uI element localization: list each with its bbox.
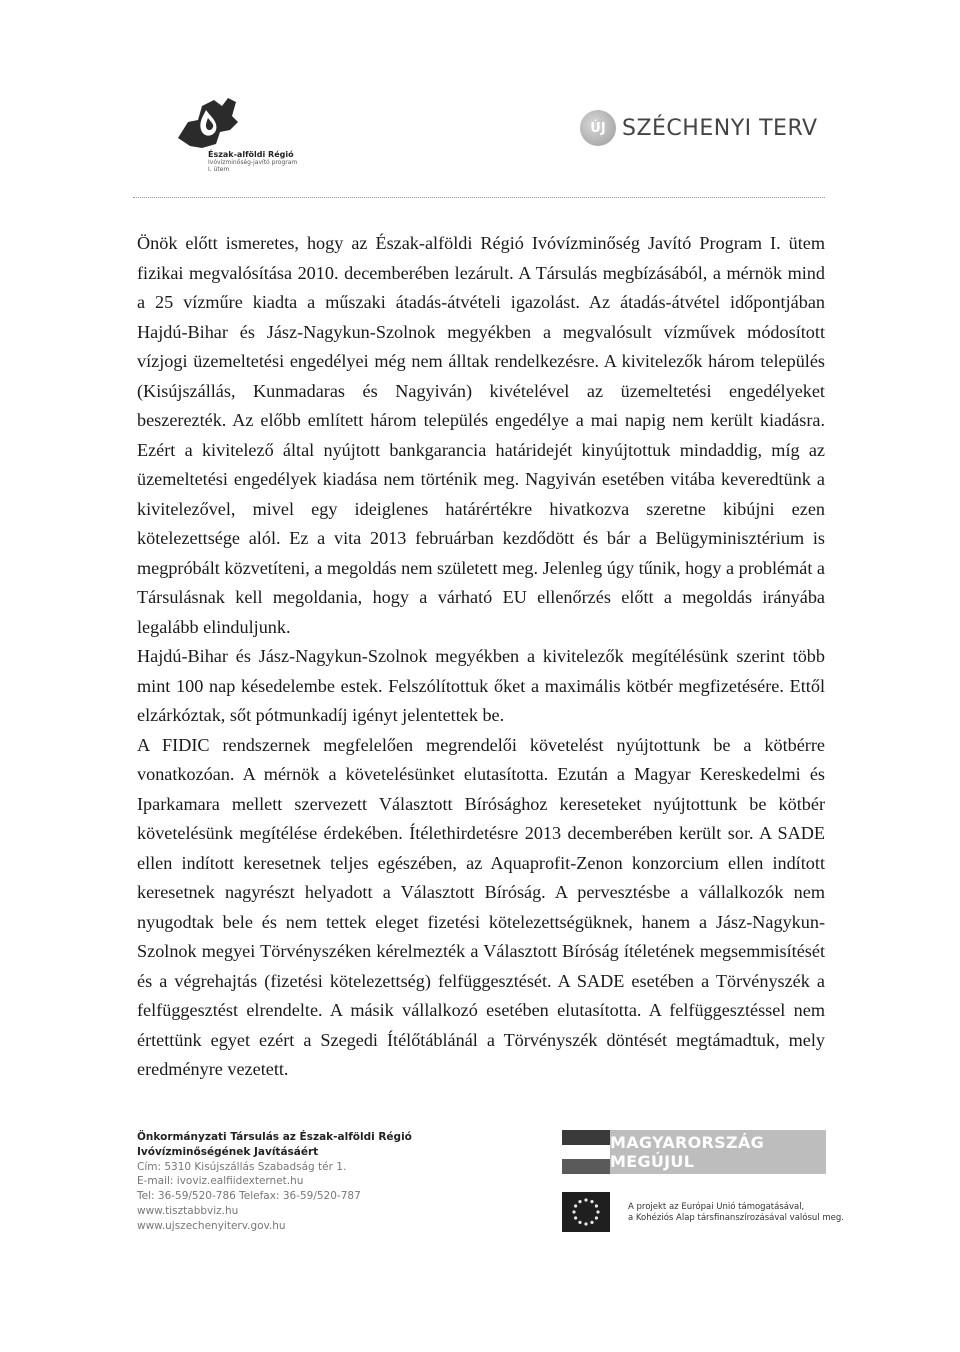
footer-website: www.tisztabbviz.hu [137,1204,239,1217]
region-map-icon [172,92,242,156]
footer-address: Cím: 5310 Kisújszállás Szabadság tér 1. [137,1160,347,1173]
uj-badge-icon: ÚJ [580,110,616,146]
footer-org-name: Önkormányzati Társulás az Észak-alföldi Régió [137,1131,412,1143]
hungarian-flag-icon [562,1130,610,1174]
logo-szechenyi-terv [580,108,818,148]
logo-subtitle-2: I. ütem [208,166,230,173]
banner-label: MAGYARORSZÁG MEGÚJUL [610,1130,826,1174]
magyarorszag-megujul-banner [562,1130,826,1174]
eu-note-line-2: a Kohéziós Alap társfinanszírozásával valósul meg. [628,1213,844,1223]
paragraph: Hajdú-Bihar és Jász-Nagykun-Szolnok megyékben a kivitelezők megítélésünk szerint több mint 100 nap késedelembe estek. Felszólítottuk őket a maximális kötbér megfizetésére. Ettől elzárkóztak, sőt pótmunkadíj igényt jelentettek be. [137,646,825,725]
footer-email: E-mail: ivoviz.ealfiidexternet.hu [137,1175,304,1188]
paragraph: Önök előtt ismeretes, hogy az Észak-alföldi Régió Ivóvízminőség Javító Program I. ütem fizikai megvalósítása 2010. decemberében lezárult. A Társulás megbízásából, a mérnök mind a 25 vízműre kiadta a műszaki átadás-átvételi igazolást. Az átadás-átvétel időpontjában Hajdú-Bihar és Jász-Nagykun-Szolnok megyékben a megvalósult vízművek módosított vízjogi üzemeltetési engedélyei még nem álltak rendelkezésre. A kivitelezők három település (Kisújszállás, Kunmadaras és Nagyiván) kivételével az üzemeltetési engedélyeket beszerezték. Az előbb említett három település engedélye a mai napig nem került kiadásra. Ezért a kivitelező által nyújtott bankgarancia határidejét kinyújtottuk mindaddig, míg az üzemeltetési engedélyek kiadása nem történik meg. Nagyiván esetében vitába keveredtünk a kivitelezővel, mivel egy ideiglenes határértékre hivatkozva szeretne kibújni ezen kötelezettsége alól. Ez a vita 2013 februárban kezdődött és bár a Belügyminisztérium is megpróbált közvetíteni, a megoldás nem született meg. Jelenleg úgy tűnik, hogy a problémát a Társulásnak kell megoldania, hogy a várható EU ellenőrzés előtt a megoldás irányába legalább elinduljunk. [137,233,825,637]
footer-phone: Tel: 36-59/520-786 Telefax: 36-59/520-787 [137,1190,361,1203]
footer-contact [137,1130,412,1234]
eu-funding-note [628,1202,844,1224]
szechenyi-terv-title: SZÉCHENYI TERV [622,115,818,141]
paragraph: A FIDIC rendszernek megfelelően megrendelői követelést nyújtottunk be a kötbérre vonatkozóan. A mérnök a követelésünket elutasította. Ezután a Magyar Kereskedelmi és Iparkamara mellett szervezett Választott Bírósághoz kereseteket nyújtottunk be kötbér követelésünk megítélése érdekében. Ítélethirdetésre 2013 decemberében került sor. A SADE ellen indított keresetnek teljes egészében, az Aquaprofit-Zenon konzorcium ellen indított keresetnek nagyrészt helyadott a Választott Bíróság. A pervesztésbe a vállalkozók nem nyugodtak bele és nem tettek eleget fizetési kötelezettségüknek, hanem a Jász-Nagykun-Szolnok megyei Törvényszéken kérelmezték a Választott Bíróság ítéletének megsemmisítését és a végrehajtás (fizetési kötelezettség) felfüggesztését. A SADE esetében a Törvényszék a felfüggesztést elrendelte. A másik vállalkozó esetében elutasította. A felfüggesztéssel nem értettünk egyet ezért a Szegedi Ítélőtáblánál a Törvényszék döntését megtámadtuk, mely eredményre vezetett. [137,734,825,1079]
footer-org-name-2: Ivóvízminőségének Javításáért [137,1145,319,1158]
eu-note-line: A projekt az Európai Unió támogatásával, [628,1202,805,1212]
eu-flag-icon [562,1192,610,1232]
header-divider [133,197,825,198]
logo-name: Észak-alföldi Régió [208,150,294,159]
footer-website-2: www.ujszechenyiterv.gov.hu [137,1219,286,1232]
letter-body [137,229,825,1085]
logo-subtitle: Ivóvízminőség-javító program [208,159,298,166]
logo-eszak-alfold [172,92,332,173]
